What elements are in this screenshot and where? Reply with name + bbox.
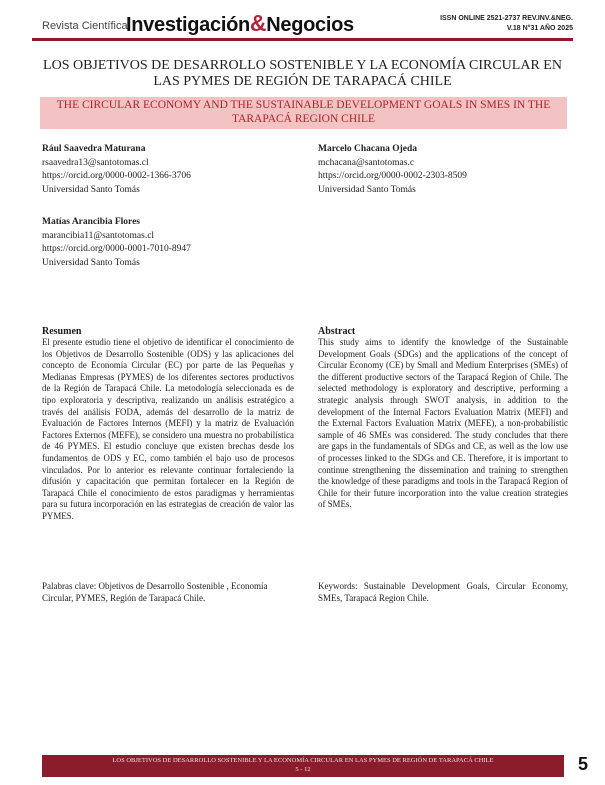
- author-email[interactable]: rsaavedra13@santotomas.cl: [42, 157, 149, 168]
- author-name: Matías Arancibia Flores: [42, 217, 140, 227]
- page-number: 5: [578, 754, 589, 774]
- abstract-body: This study aims to identify the knowledge of the Sustainable Development Goals (SDGs) and the applications of the concept of Circular Economy (CE) by Small and Medium Enterprises (SMEs) of the different productive sectors of the Tarapacá Region of Chile. The selected methodology is exploratory and descriptive, performing a strategic analysis through SWOT analysis, in addition to the development of the Internal Factors Evaluation Matrix (MEFI) and the External Factors Evaluation Matrix (MEFE), a non-probabilistic sample of 46 SMEs was considered. The study concludes that there are gaps in the fundamentals of SDGs and CE, as well as the low use of processes linked to the SDGs and CE. Therefore, it is important to continue strengthening the dissemination and training to strengthen the knowledge of these paradigms and tools in the Tarapacá Region of Chile for their future incorporation into the value creation strategies of SMEs.: [318, 337, 568, 510]
- title-english: THE CIRCULAR ECONOMY AND THE SUSTAINABLE DEVELOPMENT GOALS IN SMES IN THE TARAPACÁ REGION CHILE: [56, 99, 551, 125]
- issn-info: [440, 14, 573, 34]
- author-name: Rául Saavedra Maturana: [42, 144, 146, 154]
- title-spanish: LOS OBJETIVOS DE DESARROLLO SOSTENIBLE Y LA ECONOMÍA CIRCULAR EN LAS PYMES DE REGIÓN DE TARAPACÁ CHILE: [43, 58, 562, 89]
- journal-prefix: Revista Científica: [42, 20, 128, 32]
- journal-name: [126, 10, 354, 37]
- author-affiliation: Universidad Santo Tomás: [42, 257, 140, 268]
- journal-name-part1: Investigación: [126, 14, 250, 36]
- footer-title: LOS OBJETIVOS DE DESARROLLO SOSTENIBLE Y LA ECONOMÍA CIRCULAR EN LAS PYMES DE REGIÓN DE TARAPACÁ CHILE: [112, 757, 494, 764]
- header-rule: [32, 38, 573, 41]
- journal-name-part2: Negocios: [266, 14, 354, 36]
- abstract-heading: Abstract: [318, 326, 356, 337]
- author-block: [42, 216, 191, 270]
- author-orcid[interactable]: https://orcid.org/0000-0002-2303-8509: [318, 171, 467, 181]
- author-email[interactable]: mchacana@santotomas.c: [318, 157, 415, 168]
- author-orcid[interactable]: https://orcid.org/0000-0002-1366-3706: [42, 171, 191, 181]
- resumen-body: El presente estudio tiene el objetivo de identificar el conocimiento de los Objetivos de Desarrollo Sostenible (ODS) y las aplicaciones del concepto de Economía Circular (EC) por parte de las Pequeñas y Medianas Empresas (PYMES) de los diferentes sectores productivos de la Región de Tarapacá Chile. La metodología seleccionada es de tipo exploratoria y descriptiva, realizando un análisis estratégico a través del análisis FODA, además del desarrollo de la matriz de Evaluación de Factores Internos (MEFI) y la matriz de Evaluación Factores Externos (MEFE), se considero una muestra no probabilística de 46 PYMES. El estudio concluye que existen brechas desde los fundamentos de ODS y EC, como también el bajo uso de procesos vinculados. Por lo anterior es relevante continuar fortaleciendo la difusión y capacitación que permitan fortalecer en la Región de Tarapacá Chile el conocimiento de estos paradigmas y herramientas para su futura incorporación en las estrategias de creación de valor las PYMES.: [42, 337, 294, 521]
- footer-page-range: 5 - 12: [295, 765, 311, 773]
- author-block: [318, 143, 467, 197]
- resumen-heading: Resumen: [42, 326, 82, 337]
- keywords-english: Keywords: Sustainable Development Goals, Circular Economy, SMEs, Tarapacá Region Chile.: [318, 581, 568, 603]
- author-affiliation: Universidad Santo Tomás: [318, 184, 416, 195]
- author-affiliation: Universidad Santo Tomás: [42, 184, 140, 195]
- issn-line-2: V.18 N°31 AÑO 2025: [506, 25, 573, 32]
- author-block: [42, 143, 191, 197]
- author-name: Marcelo Chacana Ojeda: [318, 144, 418, 154]
- journal-ampersand: &: [249, 10, 267, 36]
- issn-line-1: ISSN ONLINE 2521-2737 REV.INV.&NEG.: [440, 15, 573, 22]
- footer-running-title: [42, 757, 564, 774]
- author-orcid[interactable]: https://orcid.org/0000-0001-7010-8947: [42, 244, 191, 254]
- keywords-spanish: Palabras clave: Objetivos de Desarrollo Sostenible , Economía Circular, PYMES, Región de Tarapacá Chile.: [42, 581, 268, 603]
- author-email[interactable]: marancibia11@santotomas.cl: [42, 230, 155, 241]
